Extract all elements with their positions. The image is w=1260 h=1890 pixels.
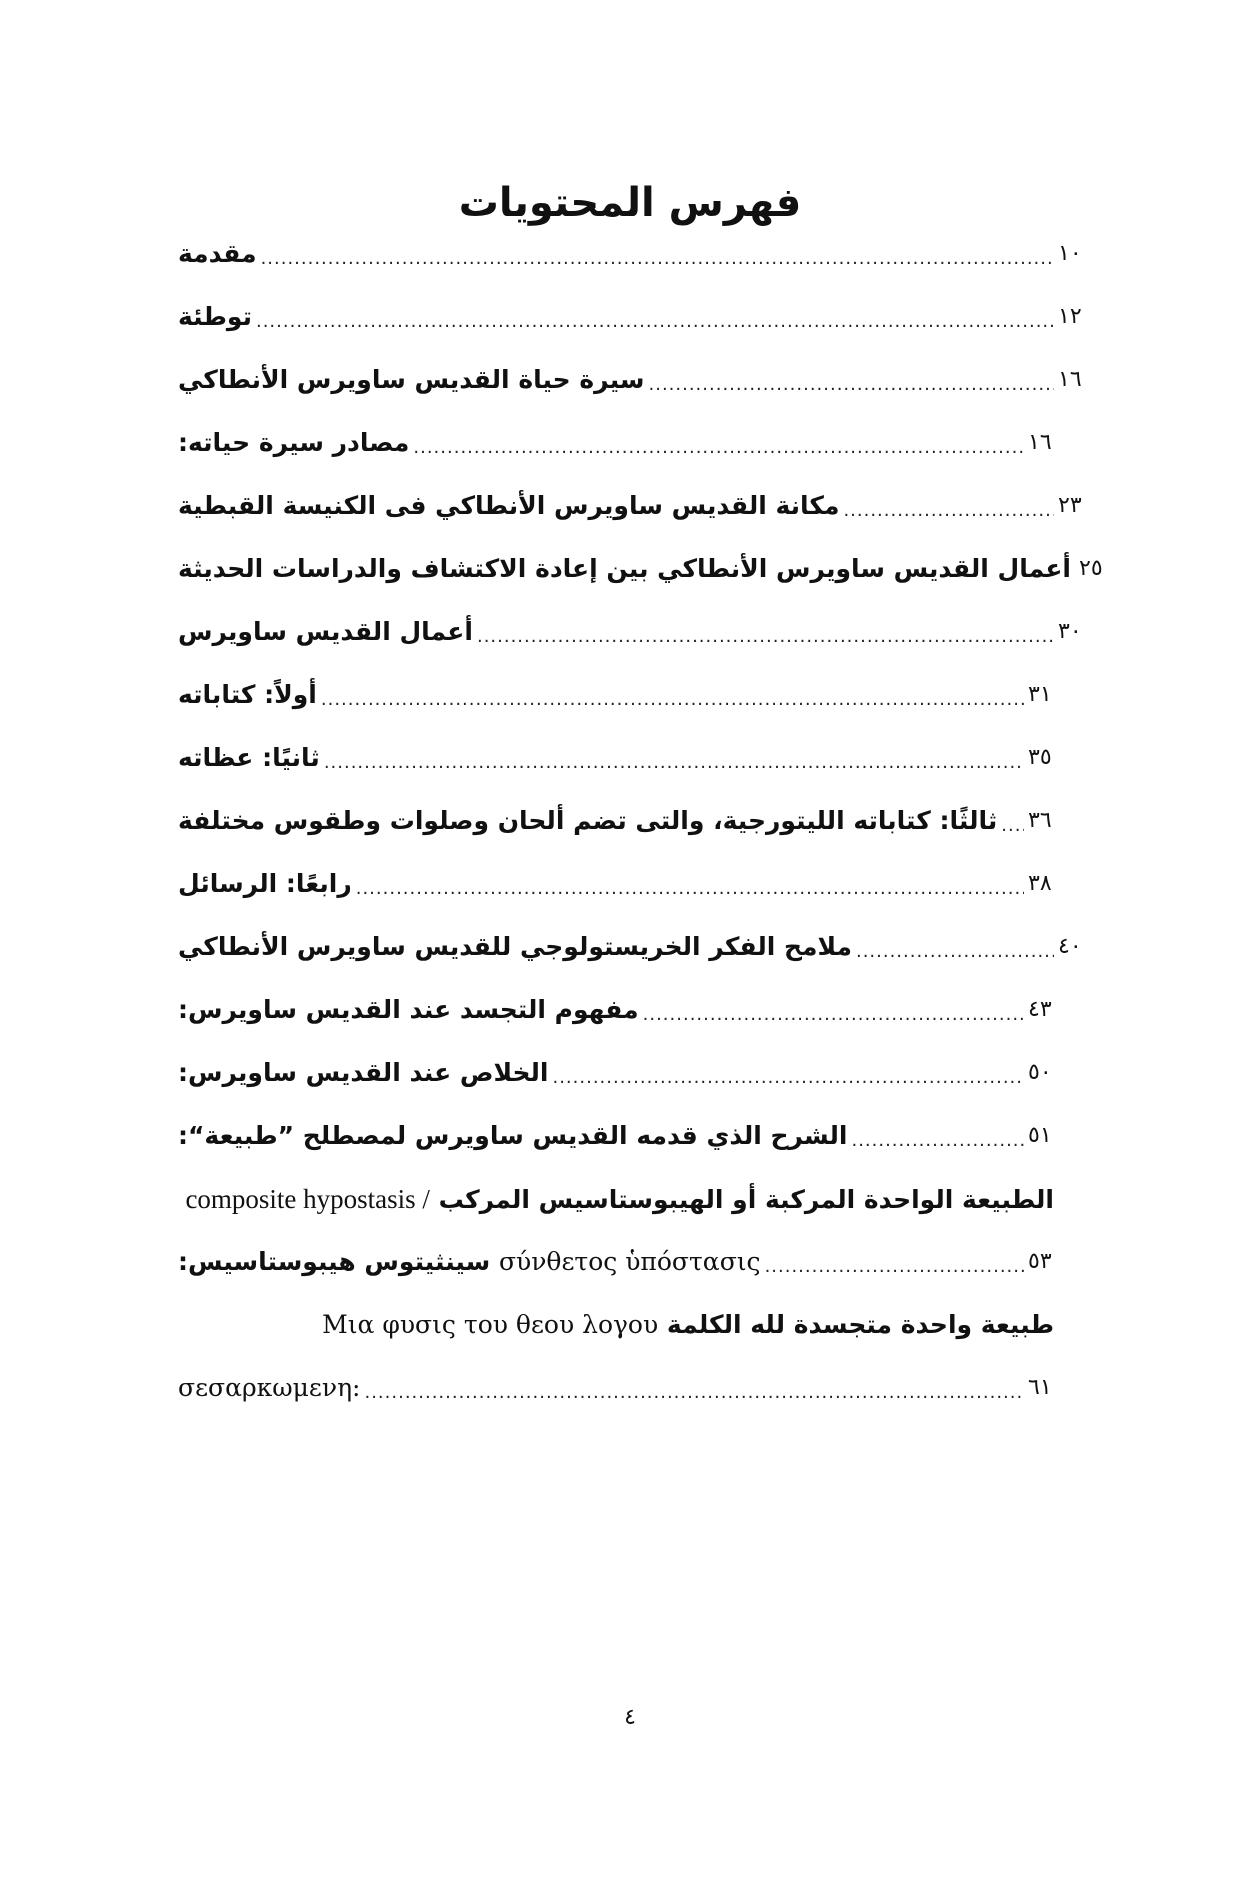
page-title: فهرس المحتويات — [458, 180, 802, 226]
toc-entry-title: الخلاص عند القديس ساويرس: — [178, 1058, 549, 1087]
toc-entry-page: ٦١ — [1028, 1375, 1052, 1400]
toc-entry-page: ٢٥ — [1079, 556, 1103, 581]
toc-leader-dots — [643, 998, 1024, 1032]
page-number: ٤ — [624, 1705, 636, 1730]
toc-entry — [178, 1114, 1054, 1158]
toc-entry-page: ٣١ — [1028, 682, 1052, 707]
toc-entry — [178, 1051, 1054, 1095]
toc-entry-title: مصادر سيرة حياته: — [178, 428, 410, 457]
toc-entry — [178, 421, 1054, 465]
toc-entry-title: سينثيتوس هيبوستاسيس: — [178, 1247, 491, 1276]
toc-leader-dots — [356, 872, 1024, 906]
toc-entry — [178, 988, 1054, 1032]
toc-leader-dots — [413, 431, 1024, 465]
toc-entry — [178, 358, 1084, 402]
toc-leader-dots — [552, 1061, 1024, 1095]
toc-entry — [178, 925, 1084, 969]
toc-entry-title: ملامح الفكر الخريستولوجي للقديس ساويرس الأنطاكي — [178, 932, 852, 961]
toc-entry-page: ٥٣ — [1028, 1249, 1052, 1274]
toc-entry-greek-term: Μια φυσις του θεου λογου — [322, 1310, 659, 1339]
toc-entry-greek-term: σεσαρκωμενη: — [178, 1373, 361, 1402]
toc-entry-page: ٢٣ — [1058, 493, 1082, 518]
toc-leader-dots — [364, 1376, 1024, 1410]
toc-entry-line — [178, 1303, 1054, 1347]
toc-entry-page: ١٠ — [1058, 241, 1082, 266]
toc-leader-dots — [1001, 809, 1024, 843]
toc-entry — [178, 1240, 1054, 1284]
toc-leader-dots — [765, 1250, 1024, 1284]
toc-entry-title: مفهوم التجسد عند القديس ساويرس: — [178, 995, 639, 1024]
toc-entry-title: الشرح الذي قدمه القديس ساويرس لمصطلح ”طبيعة“: — [178, 1121, 848, 1150]
toc-entry-title: أعمال القديس ساويرس الأنطاكي بين إعادة الاكتشاف والدراسات الحديثة — [178, 554, 1071, 583]
toc-entry-title: مكانة القديس ساويرس الأنطاكي فى الكنيسة القبطية — [178, 491, 840, 520]
toc-entry-title: رابعًا: الرسائل — [178, 869, 352, 898]
toc-entry-page: ٥٠ — [1028, 1060, 1052, 1085]
toc-entry-page: ٣٦ — [1028, 808, 1052, 833]
toc-entry-page: ١٢ — [1058, 304, 1082, 329]
toc-entry-title-line2 — [178, 1240, 761, 1284]
toc-entry — [178, 799, 1054, 843]
toc-entry-page: ٣٨ — [1028, 871, 1052, 896]
toc-entry-page: ١٦ — [1058, 367, 1082, 392]
toc-leader-dots — [321, 683, 1024, 717]
toc-entry-title: سيرة حياة القديس ساويرس الأنطاكي — [178, 365, 645, 394]
toc-entry — [178, 673, 1054, 717]
toc-leader-dots — [851, 1124, 1024, 1158]
toc-leader-dots — [477, 620, 1054, 654]
toc-entry — [178, 610, 1084, 654]
toc-entry-title: ثانيًا: عظاته — [178, 743, 320, 772]
toc-leader-dots — [256, 305, 1054, 339]
toc-entry-page: ٤٣ — [1028, 997, 1052, 1022]
toc-entry-greek-term: σύνθετος ὑπόστασις — [498, 1247, 761, 1276]
toc-entry-title: مقدمة — [178, 239, 257, 268]
toc-entry-title: الطبيعة الواحدة المركبة أو الهيبوستاسيس المركب — [438, 1185, 1054, 1214]
toc-entry-title: توطئة — [178, 302, 252, 331]
toc-leader-dots — [649, 368, 1055, 402]
toc-entry-line — [178, 1177, 1054, 1221]
toc-entry — [178, 1366, 1054, 1410]
toc-entry-page: ٤٠ — [1058, 934, 1082, 959]
toc-leader-dots — [261, 242, 1054, 276]
toc-entry-title: أولاً: كتاباته — [178, 680, 317, 709]
toc-entry-title: ثالثًا: كتاباته الليتورجية، والتى تضم ألحان وصلوات وطقوس مختلفة — [178, 806, 998, 835]
toc-entry-page: ٥١ — [1028, 1123, 1052, 1148]
toc-entry-title: طبيعة واحدة متجسدة لله الكلمة — [666, 1310, 1054, 1339]
toc-entry-title: أعمال القديس ساويرس — [178, 617, 473, 646]
toc-entry-page: ٣٠ — [1058, 619, 1082, 644]
toc-leader-dots — [843, 494, 1054, 528]
toc-entry — [178, 232, 1084, 276]
toc-entry — [178, 295, 1084, 339]
toc-entry — [178, 862, 1054, 906]
toc-entry-page: ١٦ — [1028, 430, 1052, 455]
toc-leader-dots — [856, 935, 1054, 969]
toc-entry — [178, 547, 1103, 591]
toc-leader-dots — [324, 746, 1024, 780]
toc-entry — [178, 736, 1054, 780]
toc-entry-page: ٣٥ — [1028, 745, 1052, 770]
toc-entry-latin-term: composite hypostasis / — [185, 1184, 430, 1214]
toc-entry — [178, 484, 1084, 528]
